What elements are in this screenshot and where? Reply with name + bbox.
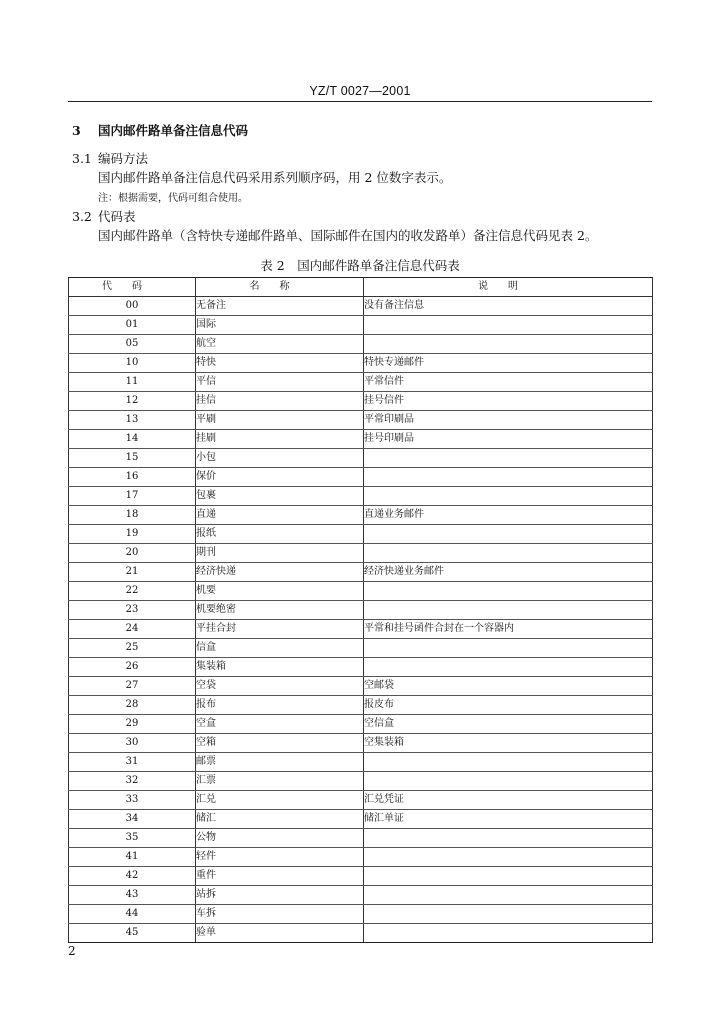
cell-desc <box>364 487 653 506</box>
cell-name: 平信 <box>196 373 364 392</box>
cell-desc: 没有备注信息 <box>364 297 653 316</box>
table-row <box>69 734 653 753</box>
cell-desc: 挂号信件 <box>364 392 653 411</box>
cell-desc <box>364 772 653 791</box>
cell-code: 24 <box>69 620 196 639</box>
section-title: 编码方法 <box>98 151 149 166</box>
cell-desc <box>364 658 653 677</box>
cell-code: 41 <box>69 848 196 867</box>
cell-code: 26 <box>69 658 196 677</box>
cell-code: 12 <box>69 392 196 411</box>
table-row <box>69 354 653 373</box>
cell-code: 20 <box>69 544 196 563</box>
page-number: 2 <box>68 944 76 958</box>
cell-desc: 空邮袋 <box>364 677 653 696</box>
code-table-intro-paragraph: 国内邮件路单（含特快专递邮件路单、国际邮件在国内的收发路单）备注信息代码见表 2。 <box>98 228 598 243</box>
header-name: 名称 <box>196 278 364 297</box>
cell-code: 21 <box>69 563 196 582</box>
table-row <box>69 468 653 487</box>
cell-code: 34 <box>69 810 196 829</box>
table-row <box>69 620 653 639</box>
table-row <box>69 639 653 658</box>
section-title: 代码表 <box>98 209 136 224</box>
cell-code: 13 <box>69 411 196 430</box>
cell-code: 31 <box>69 753 196 772</box>
cell-name: 期刊 <box>196 544 364 563</box>
cell-name: 空箱 <box>196 734 364 753</box>
cell-name: 经济快递 <box>196 563 364 582</box>
table-row <box>69 905 653 924</box>
cell-code: 18 <box>69 506 196 525</box>
cell-desc: 特快专递邮件 <box>364 354 653 373</box>
cell-code: 29 <box>69 715 196 734</box>
cell-name: 汇票 <box>196 772 364 791</box>
cell-code: 10 <box>69 354 196 373</box>
cell-desc <box>364 905 653 924</box>
header-rule <box>68 101 652 102</box>
cell-desc <box>364 848 653 867</box>
cell-name: 挂信 <box>196 392 364 411</box>
table-body <box>69 297 653 943</box>
cell-name: 公物 <box>196 829 364 848</box>
cell-name: 机要 <box>196 582 364 601</box>
running-header: YZ/T 0027—2001 <box>309 84 411 98</box>
table-row <box>69 848 653 867</box>
cell-name: 空盒 <box>196 715 364 734</box>
cell-desc <box>364 582 653 601</box>
table-row <box>69 373 653 392</box>
cell-name: 挂刷 <box>196 430 364 449</box>
cell-code: 42 <box>69 867 196 886</box>
cell-code: 17 <box>69 487 196 506</box>
table-row <box>69 810 653 829</box>
cell-code: 23 <box>69 601 196 620</box>
cell-name: 包裹 <box>196 487 364 506</box>
cell-name: 邮票 <box>196 753 364 772</box>
table-row <box>69 696 653 715</box>
table-row <box>69 772 653 791</box>
cell-desc: 直递业务邮件 <box>364 506 653 525</box>
table-row <box>69 601 653 620</box>
table-row <box>69 430 653 449</box>
cell-code: 32 <box>69 772 196 791</box>
cell-name: 报布 <box>196 696 364 715</box>
table-caption: 表 2 国内邮件路单备注信息代码表 <box>260 258 460 273</box>
table-row <box>69 297 653 316</box>
table-row <box>69 658 653 677</box>
cell-name: 直递 <box>196 506 364 525</box>
cell-desc <box>364 449 653 468</box>
cell-name: 保价 <box>196 468 364 487</box>
cell-code: 30 <box>69 734 196 753</box>
cell-name: 重件 <box>196 867 364 886</box>
note-text: 注：根据需要，代码可组合使用。 <box>98 193 248 204</box>
cell-desc: 报皮布 <box>364 696 653 715</box>
table-row <box>69 487 653 506</box>
cell-code: 14 <box>69 430 196 449</box>
cell-name: 轻件 <box>196 848 364 867</box>
cell-name: 汇兑 <box>196 791 364 810</box>
coding-method-paragraph: 国内邮件路单备注信息代码采用系列顺序码，用 2 位数字表示。 <box>98 170 452 185</box>
cell-code: 33 <box>69 791 196 810</box>
table-row <box>69 753 653 772</box>
table-row <box>69 544 653 563</box>
table-row <box>69 715 653 734</box>
table-row <box>69 791 653 810</box>
cell-code: 25 <box>69 639 196 658</box>
cell-desc <box>364 316 653 335</box>
cell-code: 00 <box>69 297 196 316</box>
cell-desc <box>364 829 653 848</box>
cell-name: 验单 <box>196 924 364 943</box>
cell-code: 22 <box>69 582 196 601</box>
table-row <box>69 829 653 848</box>
cell-code: 27 <box>69 677 196 696</box>
cell-code: 44 <box>69 905 196 924</box>
table-row <box>69 449 653 468</box>
table-row <box>69 335 653 354</box>
table-row <box>69 506 653 525</box>
cell-name: 平挂合封 <box>196 620 364 639</box>
table-row <box>69 525 653 544</box>
cell-code: 35 <box>69 829 196 848</box>
cell-code: 16 <box>69 468 196 487</box>
table-row <box>69 886 653 905</box>
cell-code: 45 <box>69 924 196 943</box>
cell-desc: 储汇单证 <box>364 810 653 829</box>
header-code: 代码 <box>69 278 196 297</box>
section-number: 3.1 <box>72 151 92 166</box>
cell-name: 储汇 <box>196 810 364 829</box>
cell-desc <box>364 601 653 620</box>
cell-desc: 平常印刷品 <box>364 411 653 430</box>
cell-code: 43 <box>69 886 196 905</box>
cell-name: 平刷 <box>196 411 364 430</box>
cell-desc <box>364 867 653 886</box>
table-row <box>69 582 653 601</box>
cell-name: 集装箱 <box>196 658 364 677</box>
cell-desc: 空集装箱 <box>364 734 653 753</box>
cell-name: 信盒 <box>196 639 364 658</box>
cell-desc: 平常和挂号函件合封在一个容器内 <box>364 620 653 639</box>
cell-desc: 空信盒 <box>364 715 653 734</box>
cell-desc <box>364 335 653 354</box>
section-number: 3.2 <box>72 209 92 224</box>
cell-name: 国际 <box>196 316 364 335</box>
cell-code: 11 <box>69 373 196 392</box>
section-number: 3 <box>72 123 81 138</box>
cell-name: 站拆 <box>196 886 364 905</box>
cell-desc <box>364 544 653 563</box>
table-row <box>69 392 653 411</box>
cell-desc <box>364 753 653 772</box>
cell-desc: 经济快递业务邮件 <box>364 563 653 582</box>
code-table <box>68 277 653 943</box>
cell-name: 车拆 <box>196 905 364 924</box>
section-3-2-heading <box>72 207 136 225</box>
table-row <box>69 677 653 696</box>
cell-desc <box>364 886 653 905</box>
cell-name: 空袋 <box>196 677 364 696</box>
cell-name: 小包 <box>196 449 364 468</box>
cell-desc: 汇兑凭证 <box>364 791 653 810</box>
table-header-row <box>69 278 653 297</box>
cell-name: 无备注 <box>196 297 364 316</box>
cell-name: 特快 <box>196 354 364 373</box>
cell-desc: 平常信件 <box>364 373 653 392</box>
cell-code: 19 <box>69 525 196 544</box>
table-row <box>69 563 653 582</box>
cell-name: 航空 <box>196 335 364 354</box>
table-row <box>69 867 653 886</box>
section-3-1-heading <box>72 149 148 167</box>
cell-name: 机要绝密 <box>196 601 364 620</box>
section-3-heading <box>72 121 248 139</box>
cell-code: 15 <box>69 449 196 468</box>
cell-code: 05 <box>69 335 196 354</box>
header-desc: 说明 <box>364 278 653 297</box>
cell-desc <box>364 525 653 544</box>
cell-desc <box>364 924 653 943</box>
cell-desc <box>364 639 653 658</box>
section-title: 国内邮件路单备注信息代码 <box>98 123 249 138</box>
table-row <box>69 316 653 335</box>
cell-name: 报纸 <box>196 525 364 544</box>
cell-desc: 挂号印刷品 <box>364 430 653 449</box>
table-row <box>69 924 653 943</box>
cell-desc <box>364 468 653 487</box>
cell-code: 01 <box>69 316 196 335</box>
table-row <box>69 411 653 430</box>
cell-code: 28 <box>69 696 196 715</box>
